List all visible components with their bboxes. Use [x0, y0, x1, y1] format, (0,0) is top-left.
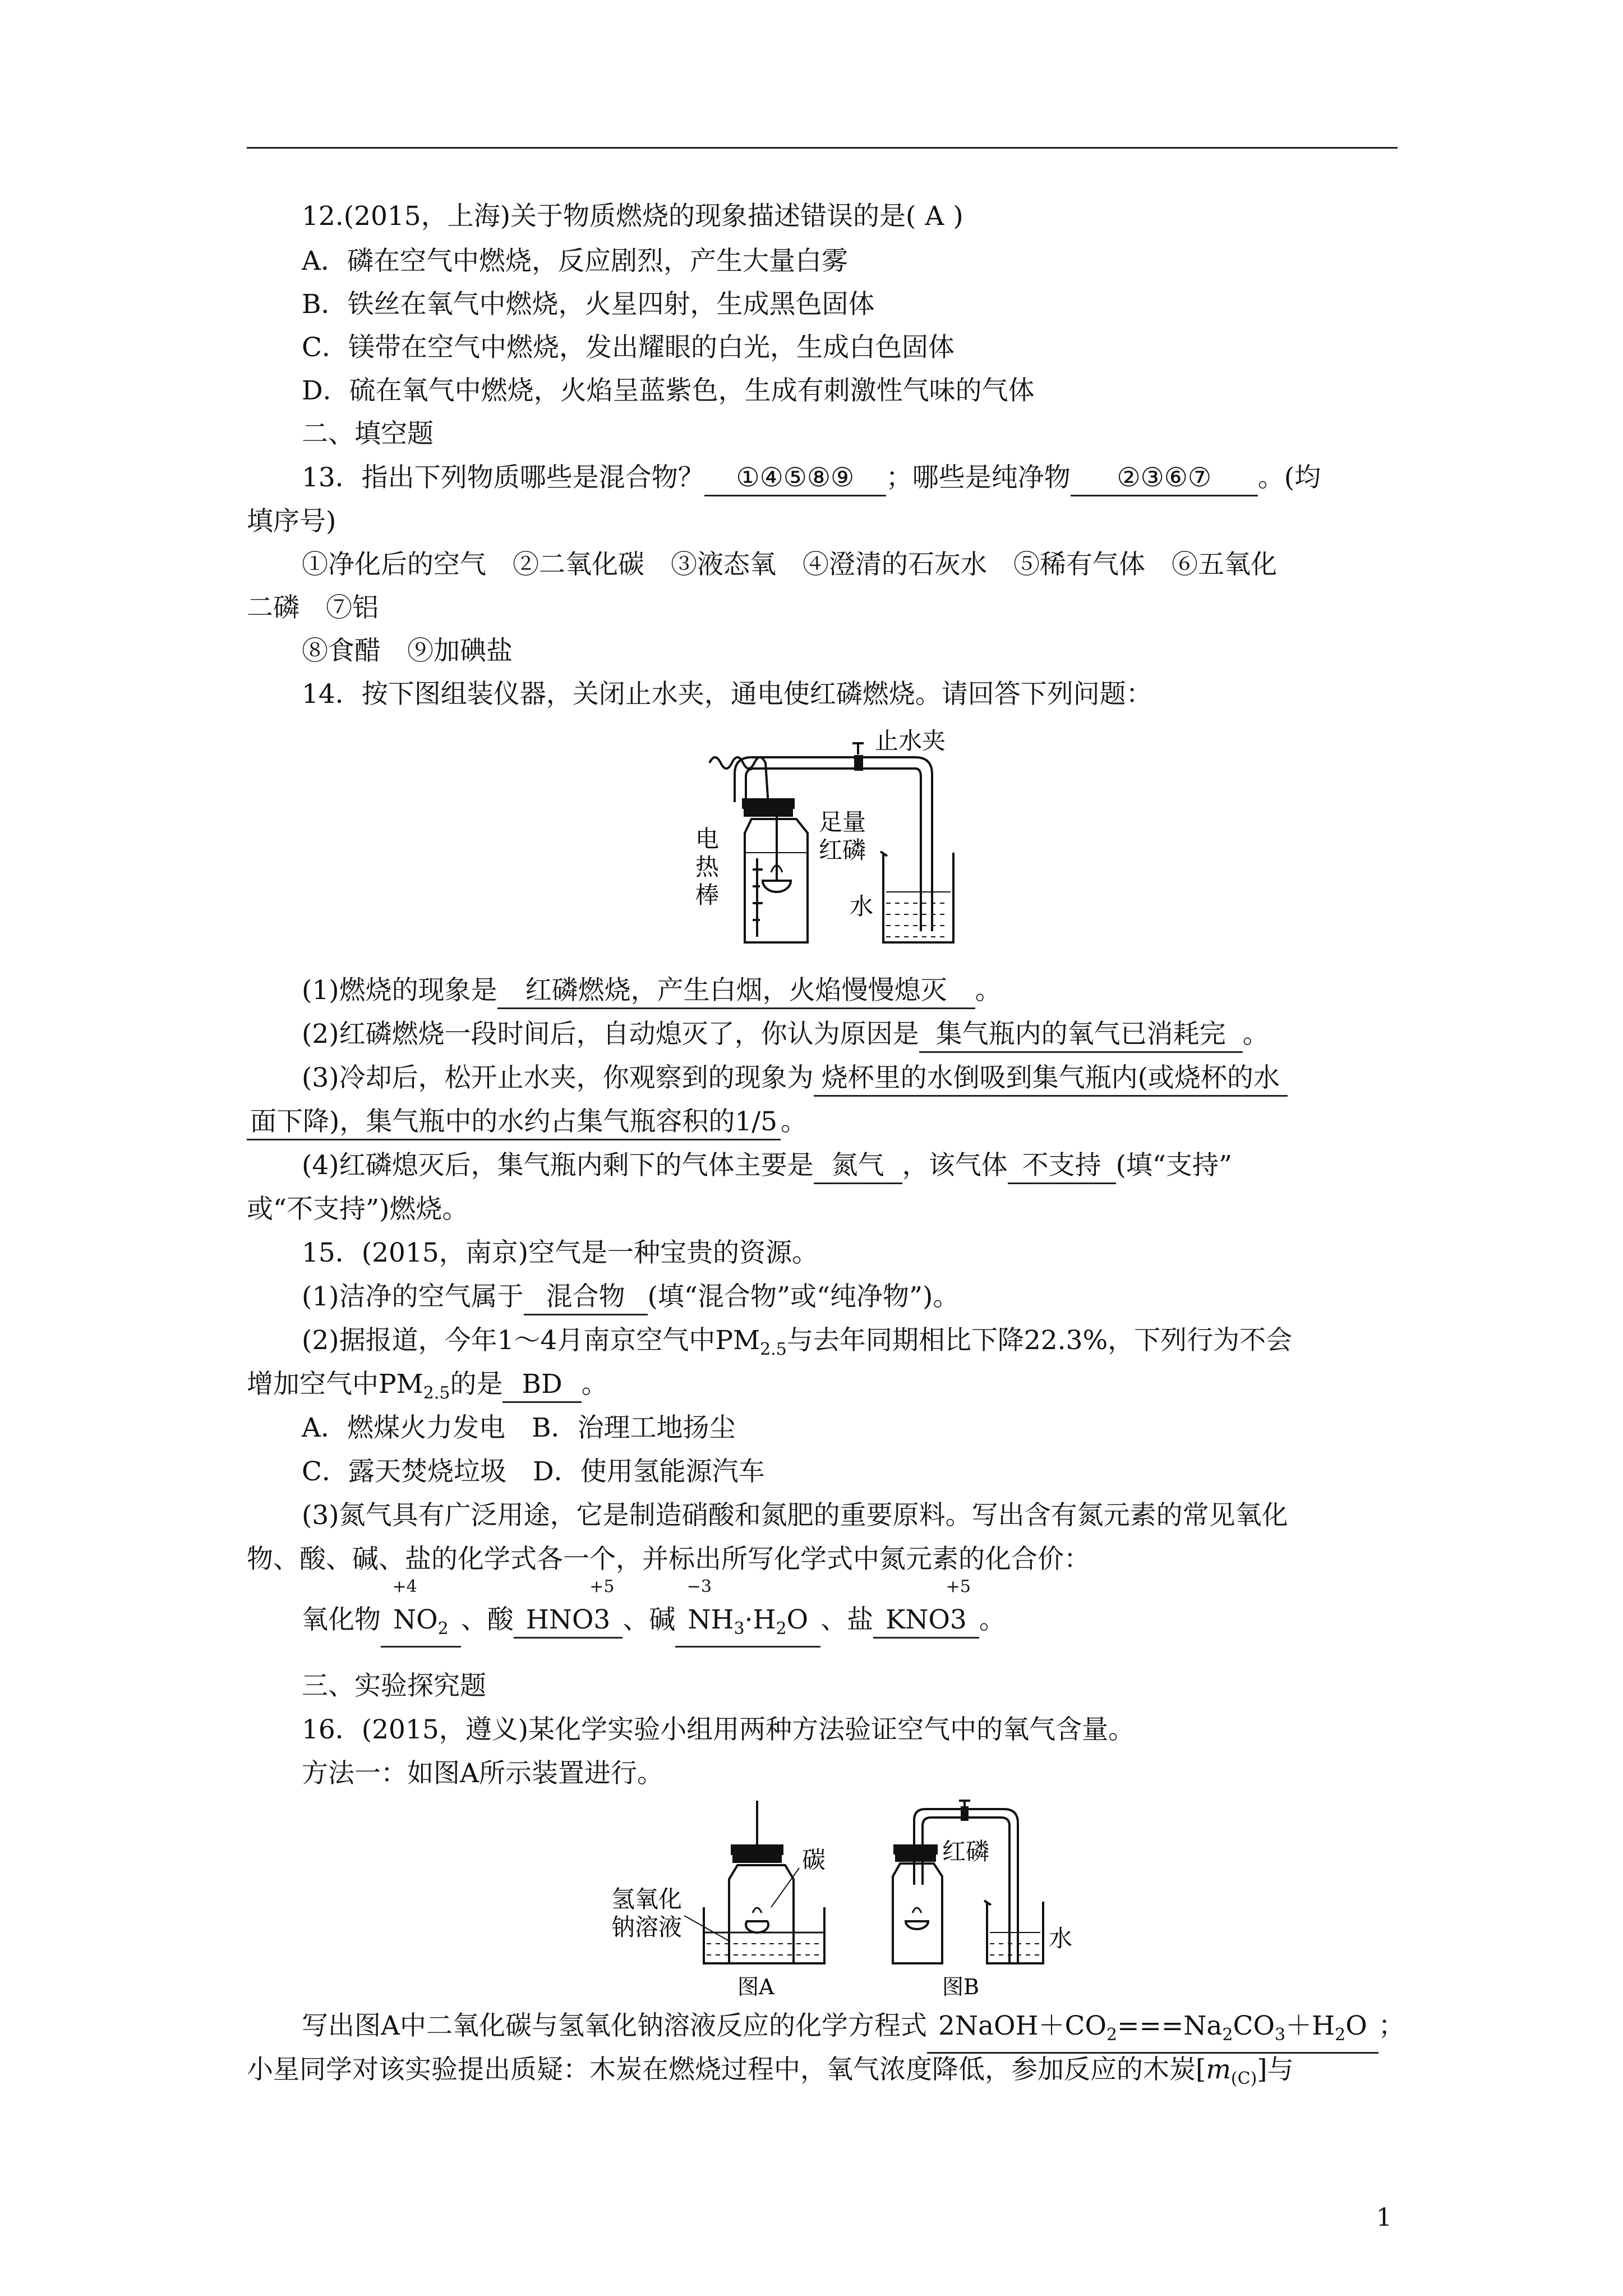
q14-part3: (3)冷却后，松开止水夹，你观察到的现象为 烧杯里的水倒吸到集气瓶内(或烧杯的水 [302, 1057, 1288, 1099]
top-rule [247, 147, 1398, 149]
q16-figure-ab [600, 1795, 1105, 1997]
q12-answer: A [925, 201, 944, 232]
q15-part3-line2: 物、酸、碱、盐的化学式各一个，并标出所写化学式中氮元素的化合价： [247, 1544, 1090, 1575]
label-red-phosphorus-2: 红磷 [819, 836, 866, 864]
q16-equation-line: 写出图A中二氧化碳与氢氧化钠溶液反应的化学方程式 $2NaOH+CO_2===Na_2CO_3+H_2O$ ； [302, 2005, 1405, 2054]
q12-option-a: A．磷在空气中燃烧，反应剧烈，产生大量白雾 [302, 246, 848, 277]
q14-stem: 14．按下图组装仪器，关闭止水夹，通电使红磷燃烧。请回答下列问题： [302, 679, 1152, 710]
answer-acid: HNO +5 3 [514, 1603, 623, 1639]
q15-part1: (1)洁净的空气属于 混合物 (填“混合物”或“纯净物”)。 [302, 1276, 959, 1318]
label-clamp: 止水夹 [875, 727, 946, 754]
section-heading-fill: 二、填空题 [302, 418, 434, 449]
section-heading-experiment: 三、实验探究题 [302, 1671, 486, 1701]
label-red-phosphorus-1: 足量 [819, 808, 866, 836]
q16-stem: 16．(2015，遵义)某化学实验小组用两种方法验证空气中的氧气含量。 [302, 1714, 1135, 1745]
q14-part1: (1)燃烧的现象是 红磷燃烧，产生白烟，火焰慢慢熄灭 。 [302, 969, 1002, 1012]
label-carbon: 碳 [802, 1846, 826, 1874]
answer-salt: KNO +5 3 [873, 1603, 979, 1639]
caption-figure-a: 图A [737, 1975, 774, 1997]
q16-doubt-line: 小星同学对该实验提出质疑：木炭在燃烧过程中，氧气浓度降低，参加反应的木炭$[m_{(C)}]$与 [247, 2054, 1294, 2088]
q13-items-line3: ⑧食醋 ⑨加碘盐 [302, 636, 513, 666]
q15-formulas: 氧化物 +4 $NO_2$ 、酸 HNO +5 3 、碱 −3 $NH_3\cdot H_2O$ 、盐 KNO +5 3 。 [302, 1599, 1006, 1648]
q12-option-c: C．镁带在空气中燃烧，发出耀眼的白光，生成白色固体 [302, 332, 955, 363]
label-naoh-2: 钠溶液 [611, 1913, 683, 1941]
q15-options-2: C．露天焚烧垃圾 D．使用氢能源汽车 [302, 1456, 765, 1487]
label-rod-3: 棒 [695, 881, 720, 909]
q12-option-d: D．硫在氧气中燃烧，火焰呈蓝紫色，生成有刺激性气味的气体 [302, 375, 1035, 406]
q15-stem: 15．(2015，南京)空气是一种宝贵的资源。 [302, 1237, 819, 1268]
q14-answer4a: 氮气 [814, 1149, 902, 1184]
q16-equation-answer: $2NaOH+CO_2===Na_2CO_3+H_2O$ [927, 2009, 1378, 2054]
caption-figure-b: 图B [942, 1975, 979, 1997]
label-rod-1: 电 [695, 825, 720, 853]
label-rod-2: 热 [695, 853, 720, 881]
q13-stem: 13．指出下列物质哪些是混合物？ ①④⑤⑧⑨ ；哪些是纯净物 ②③⑥⑦ 。(均 [302, 457, 1321, 499]
q13-answer-pure: ②③⑥⑦ [1071, 461, 1258, 496]
q14-part4: (4)红磷熄灭后，集气瓶内剩下的气体主要是 氮气 ，该气体 不支持 (填“支持” [302, 1144, 1232, 1187]
label-water-b: 水 [1049, 1925, 1073, 1952]
q13-items-line1: ①净化后的空气 ②二氧化碳 ③液态氧 ④澄清的石灰水 ⑤稀有气体 ⑥五氧化 [302, 549, 1277, 580]
label-water: 水 [850, 892, 874, 920]
label-naoh-1: 氢氧化 [611, 1885, 683, 1913]
q15-answer2: BD [502, 1368, 581, 1403]
answer-oxide: +4 $NO_2$ [381, 1603, 461, 1648]
label-red-phosphorus-b: 红磷 [942, 1838, 990, 1865]
q15-options-1: A．燃煤火力发电 B．治理工地扬尘 [302, 1412, 736, 1443]
q16-method1: 方法一：如图A所示装置进行。 [302, 1758, 663, 1789]
q14-apparatus-figure [690, 724, 1071, 959]
q14-part3-cont: 面下降)，集气瓶中的水约占集气瓶容积的1/5 。 [247, 1101, 807, 1143]
q15-part2: (2)据报道，今年1～4月南京空气中$PM_{2.5}$与去年同期相比下降22.3%，下列行为不会 [302, 1325, 1293, 1359]
q15-part2-cont: 增加空气中$PM_{2.5}$的是 BD 。 [247, 1369, 608, 1403]
q14-answer3-line2: 面下降)，集气瓶中的水约占集气瓶容积的1/5 [247, 1105, 781, 1140]
q15-part3-line1: (3)氮气具有广泛用途，它是制造硝酸和氮肥的重要原料。写出含有氮元素的常见氧化 [302, 1500, 1288, 1531]
q14-part2: (2)红磷燃烧一段时间后，自动熄灭了，你认为原因是 集气瓶内的氧气已消耗完 。 [302, 1013, 1269, 1056]
answer-base: −3 $NH_3\cdot H_2O$ [675, 1603, 820, 1648]
page-number: 1 [1376, 2203, 1392, 2232]
q14-answer2: 集气瓶内的氧气已消耗完 [919, 1018, 1243, 1053]
q14-answer1: 红磷燃烧，产生白烟，火焰慢慢熄灭 [497, 974, 975, 1009]
q15-answer1: 混合物 [524, 1280, 648, 1315]
q12-option-b: B．铁丝在氧气中燃烧，火星四射，生成黑色固体 [302, 289, 875, 320]
q14-answer4b: 不支持 [1008, 1149, 1116, 1184]
q12-stem: 12.(2015，上海)关于物质燃烧的现象描述错误的是( A ) [302, 201, 963, 232]
q13-items-line2: 二磷 ⑦铝 [247, 592, 379, 623]
q14-answer3-line1: 烧杯里的水倒吸到集气瓶内(或烧杯的水 [814, 1061, 1288, 1097]
q13-stem-cont: 填序号) [247, 506, 336, 537]
q14-part4-cont: 或“不支持”)燃烧。 [247, 1194, 469, 1225]
q13-answer-mixture: ①④⑤⑧⑨ [704, 461, 886, 496]
